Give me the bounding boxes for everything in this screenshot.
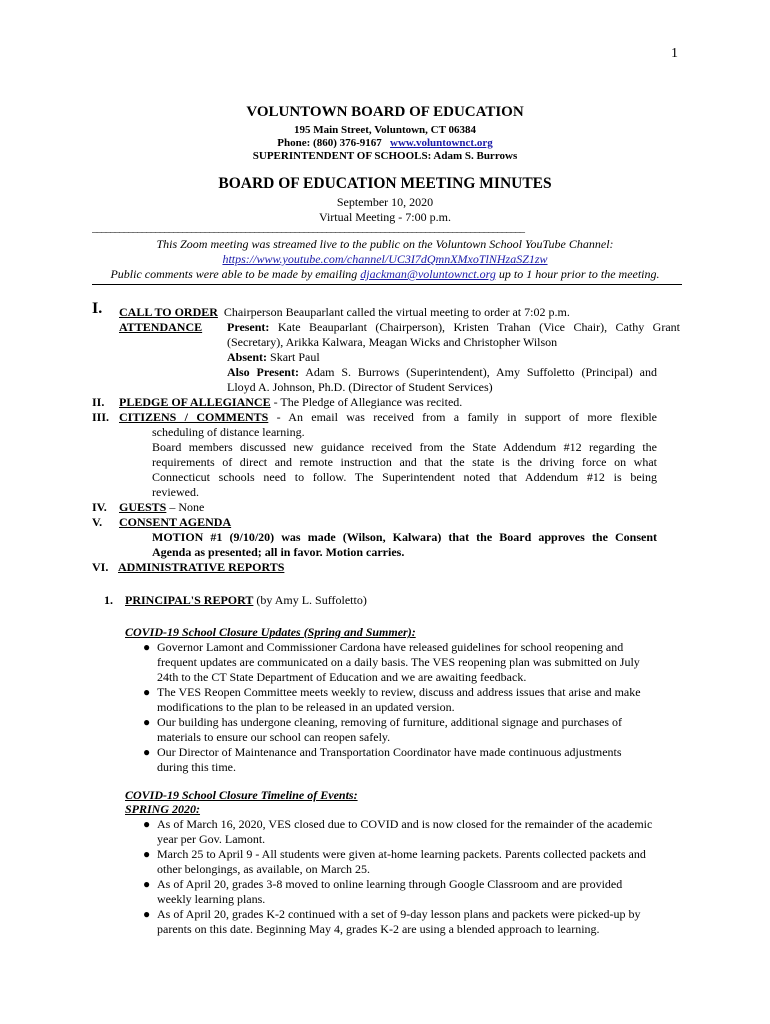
section-3-heading: CITIZENS / COMMENTS	[119, 410, 269, 424]
absent-label: Absent:	[227, 350, 268, 364]
org-name: VOLUNTOWN BOARD OF EDUCATION	[246, 104, 524, 120]
list-item	[141, 640, 681, 685]
document-title: BOARD OF EDUCATION MEETING MINUTES	[218, 175, 552, 192]
list-item	[141, 685, 681, 715]
section-1-heading: CALL TO ORDER	[119, 305, 218, 319]
divider-line: ________________________________________________________________________________________________	[92, 222, 524, 234]
stream-notice: This Zoom meeting was streamed live to the public on the Voluntown School YouTube Channel:	[156, 237, 614, 251]
section-4-numeral: IV.	[92, 500, 107, 514]
present-label: Present:	[227, 320, 270, 334]
bullet-icon: ●	[143, 745, 151, 759]
meeting-type: Virtual Meeting - 7:00 p.m.	[319, 210, 451, 224]
list-item-line: The VES Reopen Committee meets weekly to review, discuss and address issues that arise and make	[157, 685, 641, 699]
section-3-line-2: scheduling of distance learning.	[152, 425, 305, 439]
section-2-heading: PLEDGE OF ALLEGIANCE	[119, 395, 271, 409]
timeline-heading: COVID-19 School Closure Timeline of Events:	[125, 788, 358, 802]
list-item	[141, 817, 686, 847]
list-item-line: Our building has undergone cleaning, removing of furniture, additional signage and purchases of	[157, 715, 622, 729]
org-phone: Phone: (860) 376-9167	[277, 137, 382, 149]
list-item-line: As of April 20, grades K-2 continued with a set of 9-day lesson plans and packets were picked-up by	[157, 907, 641, 921]
list-item	[141, 715, 681, 745]
superintendent-line: SUPERINTENDENT OF SCHOOLS: Adam S. Burrows	[252, 150, 518, 162]
list-item	[141, 847, 686, 877]
horizontal-rule	[92, 284, 682, 285]
list-item-line: As of April 20, grades 3-8 moved to online learning through Google Classroom and are provided	[157, 877, 623, 891]
principal-report-heading: PRINCIPAL'S REPORT	[125, 593, 254, 607]
list-item-line: 24th to the CT State Department of Education and we are awaiting feedback.	[157, 670, 527, 684]
section-1-text: Chairperson Beauparlant called the virtual meeting to order at 7:02 p.m.	[223, 305, 570, 319]
meeting-date: September 10, 2020	[336, 195, 434, 209]
bullet-icon: ●	[143, 847, 151, 861]
bullet-icon: ●	[143, 685, 151, 699]
covid-updates-heading: COVID-19 School Closure Updates (Spring and Summer):	[125, 625, 416, 639]
spring-heading: SPRING 2020:	[125, 802, 201, 816]
email-link[interactable]: djackman@voluntownct.org	[360, 267, 496, 281]
timeline-list	[141, 817, 686, 937]
list-item-line: As of March 16, 2020, VES closed due to COVID and is now closed for the remainder of the academic	[157, 817, 653, 831]
section-3-line-1	[119, 410, 657, 425]
list-item-line: other belongings, as available, on March 25.	[157, 862, 370, 876]
section-1-numeral: I.	[92, 300, 103, 317]
section-3-text-1: - An email was received from a family in support of more flexible	[268, 410, 657, 424]
comments-notice-prefix: Public comments were able to be made by emailing	[110, 267, 361, 281]
list-item	[141, 745, 681, 775]
also-present-names-1: Adam S. Burrows (Superintendent), Amy Suffoletto (Principal) and	[305, 365, 657, 379]
section-6-numeral: VI.	[92, 560, 109, 574]
list-item-line: weekly learning plans.	[157, 892, 266, 906]
section-2-pledge	[119, 395, 462, 410]
principal-report-title	[125, 593, 367, 608]
attendance-label: ATTENDANCE	[119, 320, 203, 334]
list-item-line: March 25 to April 9 - All students were given at-home learning packets. Parents collected packets and	[157, 847, 646, 861]
website-link[interactable]: www.voluntownct.org	[390, 137, 493, 149]
section-2-text: - The Pledge of Allegiance was recited.	[270, 395, 463, 409]
list-item	[141, 907, 686, 937]
org-phone-line	[0, 137, 770, 149]
present-line-2: (Secretary), Arikka Kalwara, Meagan Wicks and Christopher Wilson	[227, 335, 558, 349]
also-present-line-2: Lloyd A. Johnson, Ph.D. (Director of Student Services)	[227, 380, 493, 394]
bullet-icon: ●	[143, 715, 151, 729]
section-1-call-to-order	[119, 305, 570, 320]
section-3-para2-line-4: reviewed.	[152, 485, 199, 499]
youtube-link-line	[0, 252, 770, 267]
bullet-icon: ●	[143, 640, 151, 654]
present-line-1	[227, 320, 680, 335]
also-present-line-1	[227, 365, 657, 380]
comments-notice-suffix: up to 1 hour prior to the meeting.	[495, 267, 660, 281]
list-item-line: materials to ensure our school can reopen safely.	[157, 730, 391, 744]
section-5-heading: CONSENT AGENDA	[119, 515, 232, 529]
org-address: 195 Main Street, Voluntown, CT 06384	[293, 124, 477, 136]
list-item-line: during this time.	[157, 760, 236, 774]
page-number: 1	[671, 46, 678, 61]
list-item-line: year per Gov. Lamont.	[157, 832, 266, 846]
bullet-icon: ●	[143, 877, 151, 891]
section-3-para2-line-1: Board members discussed new guidance received from the State Addendum #12 regarding the	[152, 440, 657, 454]
list-item-line: Governor Lamont and Commissioner Cardona have released guidelines for school reopening and	[157, 640, 624, 654]
section-3-para2-line-2: requirements of direct and remote instruction and that the state is the driving force on what	[152, 455, 657, 469]
section-5-numeral: V.	[92, 515, 103, 529]
motion-line-2: Agenda as presented; all in favor. Motion carries.	[152, 545, 405, 559]
bullet-icon: ●	[143, 907, 151, 921]
motion-line-1: MOTION #1 (9/10/20) was made (Wilson, Kalwara) that the Board approves the Consent	[152, 530, 657, 544]
section-4-heading: GUESTS	[119, 500, 167, 514]
principal-report-byline: (by Amy L. Suffoletto)	[253, 593, 367, 607]
report-number: 1.	[104, 593, 113, 607]
absent-line	[227, 350, 320, 365]
comments-notice	[0, 267, 770, 282]
list-item-line: parents on this date. Beginning May 4, grades K-2 are using a blended approach to learning.	[157, 922, 600, 936]
present-names-1: Kate Beauparlant (Chairperson), Kristen Trahan (Vice Chair), Cathy Grant	[277, 320, 680, 334]
section-2-numeral: II.	[92, 395, 105, 409]
list-item-line: modifications to the plan to be released in an updated version.	[157, 700, 455, 714]
covid-updates-list	[141, 640, 681, 775]
section-3-numeral: III.	[92, 410, 110, 424]
absent-names: Skart Paul	[270, 350, 320, 364]
list-item-line: Our Director of Maintenance and Transportation Coordinator have made continuous adjustments	[157, 745, 622, 759]
section-4-text: – None	[166, 500, 205, 514]
section-4-guests	[119, 500, 204, 515]
list-item-line: frequent updates are communicated on a daily basis. The VES reopening plan was submitted on July	[157, 655, 640, 669]
also-present-label: Also Present:	[227, 365, 299, 379]
section-6-heading: ADMINISTRATIVE REPORTS	[118, 560, 285, 574]
section-3-para2-line-3: Connecticut schools need to follow. The Superintendent noted that Addendum #12 is being	[152, 470, 657, 484]
bullet-icon: ●	[143, 817, 151, 831]
youtube-link[interactable]: https://www.youtube.com/channel/UC3I7dQmnXMxoTlNHzaSZ1zw	[222, 252, 548, 266]
list-item	[141, 877, 686, 907]
